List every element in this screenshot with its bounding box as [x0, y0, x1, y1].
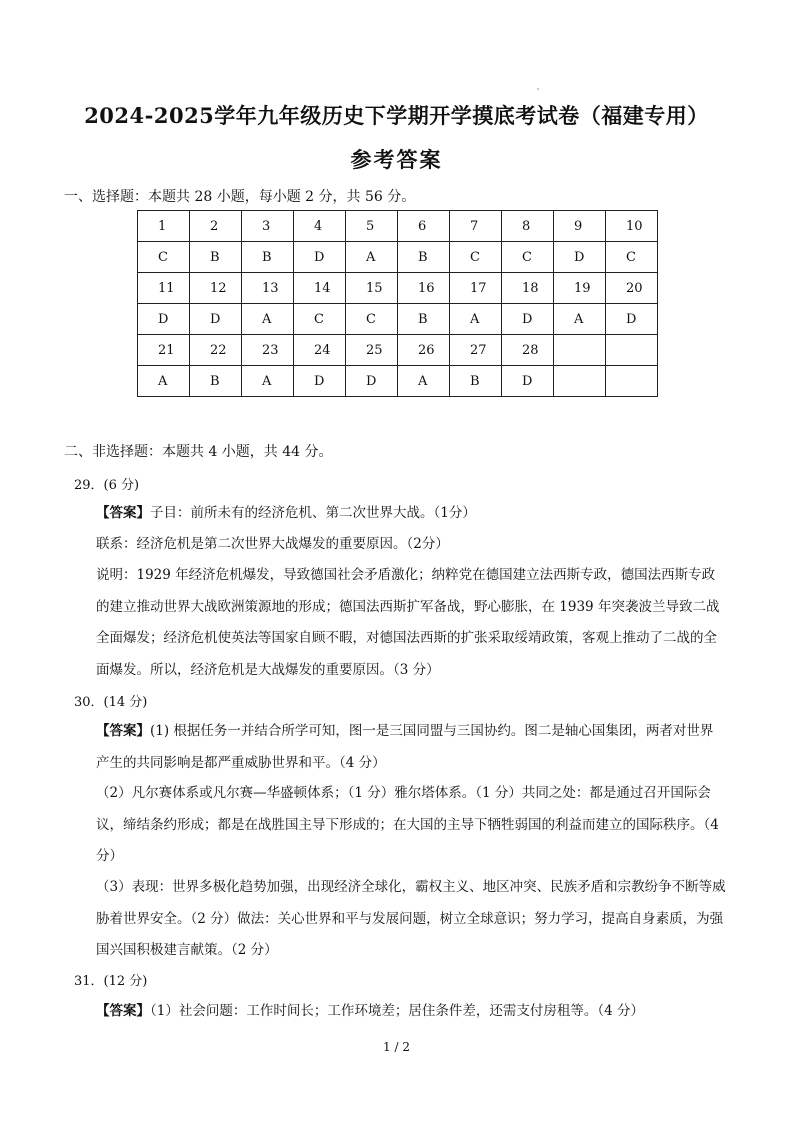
answer-cell: D [554, 242, 606, 273]
question-number-cell: 2 [190, 211, 242, 242]
question-number-cell: 5 [346, 211, 398, 242]
q30-label: 30．(14 分) [74, 695, 148, 710]
answer-cell: D [606, 304, 658, 335]
q30-p1: (1) 根据任务一并结合所学可知，图一是三国同盟与三国协约。图二是轴心国集团，两者对世界产生的共同影响是都严重威胁世界和平。（4 分） [96, 723, 714, 771]
question-number-cell: 1 [138, 211, 190, 242]
question-number-cell: 23 [242, 335, 294, 366]
answer-cell [554, 366, 606, 397]
answer-cell: B [398, 304, 450, 335]
q29-answer-line1 [96, 498, 726, 530]
question-number-cell: 16 [398, 273, 450, 304]
table-row-question-numbers [138, 211, 658, 242]
question-number-cell: 17 [450, 273, 502, 304]
answer-tag: 【答案】 [96, 723, 150, 739]
answer-tag: 【答案】 [96, 1003, 150, 1019]
question-number-cell: 12 [190, 273, 242, 304]
q29-p2: 联系：经济危机是第二次世界大战爆发的重要原因。（2分） [96, 536, 449, 552]
q29-p1: 子目：前所未有的经济危机、第二次世界大战。（1分） [150, 505, 476, 521]
table-row-question-numbers [138, 335, 658, 366]
q31-p1: （1）社会问题：工作时间长；工作环境差；居住条件差，还需支付房租等。（4 分） [150, 1003, 644, 1019]
section2-heading: 二、非选择题：本题共 4 小题，共 44 分。 [64, 444, 333, 460]
table-row-answers [138, 242, 658, 273]
question-number-cell: 25 [346, 335, 398, 366]
answer-cell: A [554, 304, 606, 335]
question-number-cell: 18 [502, 273, 554, 304]
answer-cell: A [242, 366, 294, 397]
scan-speck [537, 88, 539, 90]
question-number-cell: 11 [138, 273, 190, 304]
question-number-cell: 21 [138, 335, 190, 366]
answer-cell: C [138, 242, 190, 273]
answer-cell: A [450, 304, 502, 335]
q30-answer-block [96, 716, 726, 779]
question-number-cell: 6 [398, 211, 450, 242]
answer-cell: B [242, 242, 294, 273]
answer-table [137, 210, 658, 397]
question-number-cell: 14 [294, 273, 346, 304]
question-number-cell: 24 [294, 335, 346, 366]
answer-cell: A [138, 366, 190, 397]
question-number-cell: 26 [398, 335, 450, 366]
question-number-cell: 8 [502, 211, 554, 242]
question-number-cell: 13 [242, 273, 294, 304]
q31-answer-line1 [96, 996, 726, 1028]
q30-p3: （3）表现：世界多极化趋势加强，出现经济全球化，霸权主义、地区冲突、民族矛盾和宗教纷争不断等威胁着世界安全。（2 分）做法：关心世界和平与发展问题，树立全球意识；努力学习，提高自身素质，为强国兴国积极建言献策。（2 分） [96, 879, 726, 958]
document-subtitle: 参考答案 [350, 147, 443, 172]
table-row-answers [138, 304, 658, 335]
q29-label: 29．(6 分) [74, 478, 140, 493]
table-row-answers [138, 366, 658, 397]
answer-cell: D [294, 242, 346, 273]
answer-cell: D [138, 304, 190, 335]
answer-cell: A [398, 366, 450, 397]
answer-tag: 【答案】 [96, 505, 150, 521]
question-number-cell: 10 [606, 211, 658, 242]
answer-cell: B [398, 242, 450, 273]
answer-cell: D [502, 366, 554, 397]
answer-cell: B [450, 366, 502, 397]
question-number-cell: 27 [450, 335, 502, 366]
question-number-cell: 20 [606, 273, 658, 304]
question-number-cell: 7 [450, 211, 502, 242]
question-number-cell: 28 [502, 335, 554, 366]
question-number-cell: 9 [554, 211, 606, 242]
answer-cell: A [242, 304, 294, 335]
page-number: 1 / 2 [383, 1040, 410, 1054]
question-number-cell: 15 [346, 273, 398, 304]
question-number-cell: 19 [554, 273, 606, 304]
answer-cell: D [346, 366, 398, 397]
answer-cell: C [450, 242, 502, 273]
question-number-cell: 4 [294, 211, 346, 242]
table-row-question-numbers [138, 273, 658, 304]
question-number-cell: 22 [190, 335, 242, 366]
document-title: 2024-2025学年九年级历史下学期开学摸底考试卷（福建专用） [84, 103, 709, 128]
answer-cell: D [190, 304, 242, 335]
answer-cell: C [502, 242, 554, 273]
answer-cell: B [190, 366, 242, 397]
question-number-cell: 3 [242, 211, 294, 242]
q29-p3: 说明：1929 年经济危机爆发，导致德国社会矛盾激化；纳粹党在德国建立法西斯专政，德国法西斯专政的建立推动世界大战欧洲策源地的形成；德国法西斯扩军备战，野心膨胀，在 1939 年突袭波兰导致二战全面爆发；经济危机使英法等国家自顾不暇，对德国法西斯的扩张采取绥靖政策，客观上推动了二战的全面爆发。所以，经济危机是大战爆发的重要原因。（3 分） [96, 567, 720, 678]
q31-label: 31．(12 分) [74, 974, 148, 989]
answer-cell: B [190, 242, 242, 273]
answer-cell [606, 366, 658, 397]
section1-heading: 一、选择题：本题共 28 小题，每小题 2 分，共 56 分。 [64, 189, 416, 205]
answer-cell: C [294, 304, 346, 335]
answer-cell: D [502, 304, 554, 335]
answer-cell: C [606, 242, 658, 273]
q30-p2: （2）凡尔赛体系或凡尔赛—华盛顿体系；（1 分）雅尔塔体系。（1 分）共同之处：都是通过召开国际会议，缔结条约形成；都是在战胜国主导下形成的；在大国的主导下牺牲弱国的利益而建立的国际秩序。（4 分） [96, 785, 719, 864]
question-number-cell [606, 335, 658, 366]
answer-cell: C [346, 304, 398, 335]
question-number-cell [554, 335, 606, 366]
answer-cell: D [294, 366, 346, 397]
answer-cell: A [346, 242, 398, 273]
